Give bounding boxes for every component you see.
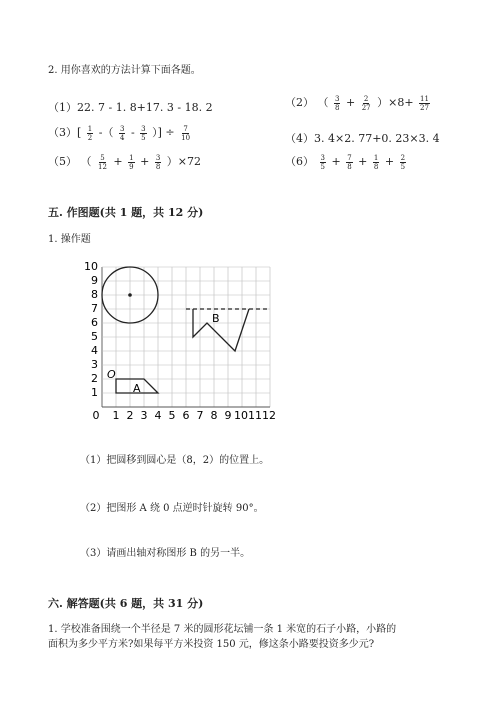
x-label-9: 9 <box>224 409 232 422</box>
x-label-8: 8 <box>210 409 218 422</box>
p6-op1: + <box>331 155 341 168</box>
p5-rest: ）×72 <box>166 155 202 168</box>
p6-fraction-1: $\frac{3}{5}$ <box>320 153 325 171</box>
y-label-9: 9 <box>91 274 98 287</box>
y-label-1: 1 <box>91 386 98 399</box>
section5-title: 五. 作图题(共 1 题，共 12 分) <box>48 206 204 219</box>
p2-fraction-2: $\frac{2}{27}$ <box>361 94 371 112</box>
problem-2 <box>285 94 432 112</box>
y-label-6: 6 <box>91 316 98 329</box>
p3-op2: - <box>130 126 135 139</box>
p3-label: （3）[ <box>48 126 82 139</box>
grid-lines <box>102 267 270 407</box>
x-label-1: 1 <box>112 409 120 422</box>
question-1-line-2: 面积为多少平方米?如果每平方米投资 150 元，修这条小路要投资多少元? <box>48 639 375 650</box>
y-label-8: 8 <box>91 288 98 301</box>
x-label-5: 5 <box>168 409 176 422</box>
coordinate-grid <box>80 260 276 422</box>
x-label-0: 0 <box>92 409 100 422</box>
p5-fraction-1: $\frac{5}{12}$ <box>98 153 107 171</box>
section5-question-heading: 1. 操作题 <box>48 234 91 245</box>
x-label-12: 12 <box>262 409 276 422</box>
circle-center-dot <box>128 293 132 297</box>
p5-paren: （ <box>80 155 92 168</box>
p2-paren: （ <box>317 96 329 109</box>
x-label-6: 6 <box>182 409 190 422</box>
y-label-5: 5 <box>91 330 98 343</box>
problem-4: （4）3. 4×2. 77+0. 23×3. 4 <box>285 132 440 145</box>
instruction-1: （1）把圆移到圆心是（8，2）的位置上。 <box>80 455 270 466</box>
x-label-7: 7 <box>196 409 204 422</box>
y-label-2: 2 <box>91 372 98 385</box>
p2-fraction-1: $\frac{3}{8}$ <box>335 94 340 112</box>
p3-rest: ）] ÷ <box>152 126 175 139</box>
instruction-3: （3）请画出轴对称图形 B 的另一半。 <box>80 548 251 559</box>
p6-fraction-2: $\frac{7}{8}$ <box>347 153 352 171</box>
p3-fraction-4: $\frac{7}{10}$ <box>181 124 191 142</box>
p5-label: （5） <box>48 155 77 168</box>
x-label-4: 4 <box>154 409 162 422</box>
p2-fraction-3: $\frac{11}{27}$ <box>420 94 429 112</box>
p2-rest: ）×8+ <box>377 96 414 109</box>
section6-title: 六. 解答题(共 6 题，共 31 分) <box>48 597 204 610</box>
x-label-2: 2 <box>126 409 134 422</box>
y-label-3: 3 <box>91 358 98 371</box>
x-label-3: 3 <box>140 409 148 422</box>
shape-b-half <box>193 309 249 351</box>
p6-label: （6） <box>285 155 314 168</box>
y-label-7: 7 <box>91 302 98 315</box>
p3-fraction-2: $\frac{3}{4}$ <box>119 124 125 142</box>
label-o: O <box>107 368 116 381</box>
question-1-line-1: 1. 学校准备围绕一个半径是 7 米的圆形花坛铺一条 1 米宽的石子小路，小路的 <box>48 624 397 635</box>
p6-fraction-4: $\frac{2}{5}$ <box>400 153 406 171</box>
problem-6 <box>285 153 408 171</box>
section2-heading: 2. 用你喜欢的方法计算下面各题。 <box>48 65 201 76</box>
p3-fraction-1: $\frac{1}{2}$ <box>87 124 93 142</box>
problem-5 <box>48 153 201 171</box>
label-b: B <box>212 312 220 325</box>
p5-op2: + <box>140 155 150 168</box>
p5-fraction-3: $\frac{3}{8}$ <box>155 153 161 171</box>
x-label-11: 11 <box>248 409 262 422</box>
p6-op2: + <box>358 155 368 168</box>
x-label-10: 10 <box>234 409 248 422</box>
problem-1: （1）22. 7 - 1. 8+17. 3 - 18. 2 <box>48 101 213 114</box>
p5-op1: + <box>113 155 123 168</box>
p6-fraction-3: $\frac{1}{8}$ <box>373 153 379 171</box>
p5-fraction-2: $\frac{1}{9}$ <box>129 153 134 171</box>
p3-op1: -（ <box>98 126 114 139</box>
y-label-4: 4 <box>91 344 98 357</box>
problem-3 <box>48 124 193 142</box>
p6-op3: + <box>384 155 395 168</box>
label-a: A <box>133 382 141 395</box>
y-label-10: 10 <box>84 260 98 273</box>
p2-label: （2） <box>285 96 314 109</box>
p2-op1: + <box>345 96 356 109</box>
instruction-2: （2）把图形 A 绕 0 点逆时针旋转 90°。 <box>80 503 264 514</box>
p3-fraction-3: $\frac{3}{5}$ <box>141 124 146 142</box>
